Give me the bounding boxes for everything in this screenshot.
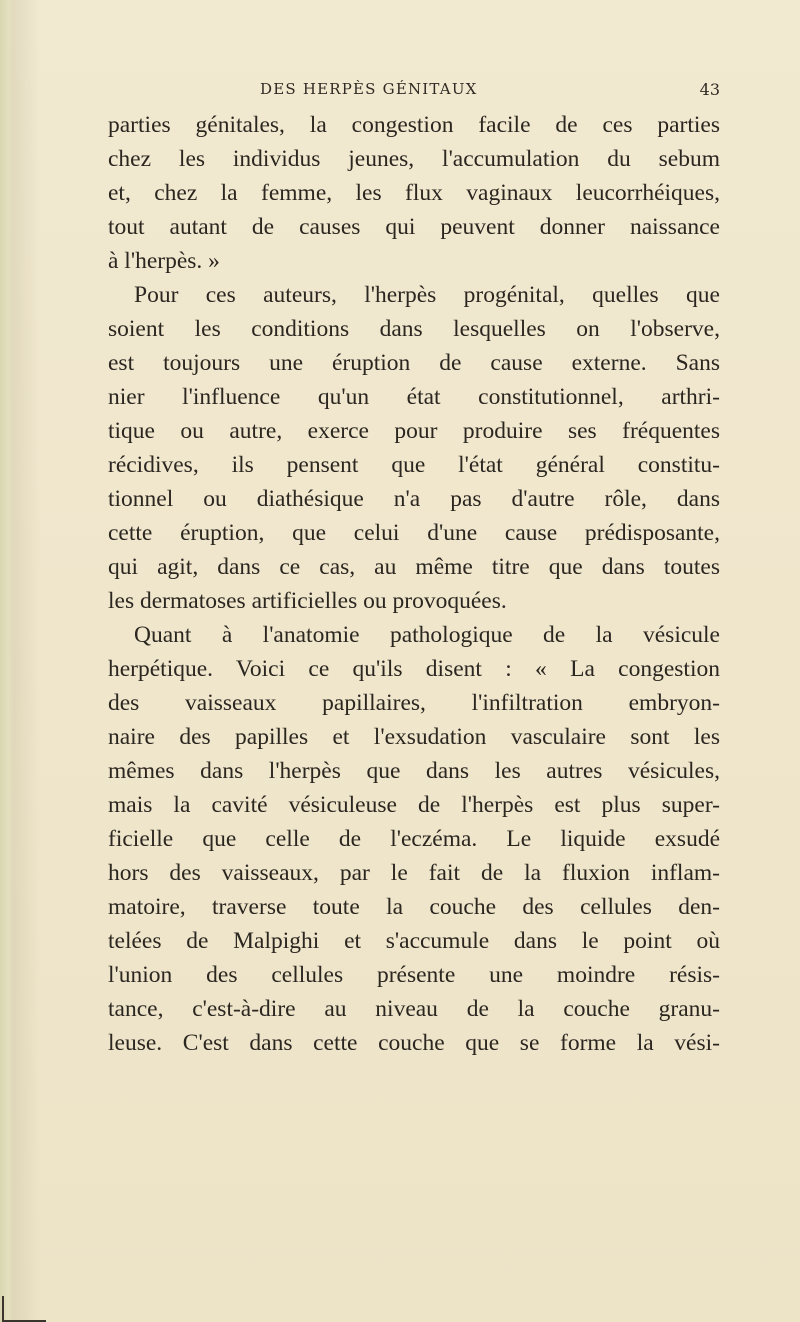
text-line: herpétique. Voici ce qu'ils disent : « La congestion [108, 656, 720, 682]
text-line: nier l'influence qu'un état constitutionnel, arthri- [108, 384, 720, 410]
text-line: Quant à l'anatomie pathologique de la vésicule [134, 622, 720, 648]
text-line: à l'herpès. » [108, 248, 220, 274]
text-line: leuse. C'est dans cette couche que se forme la vési- [108, 1030, 720, 1056]
running-head [260, 80, 720, 106]
text-line: tique ou autre, exerce pour produire ses fréquentes [108, 418, 720, 444]
text-line: parties génitales, la congestion facile de ces parties [108, 112, 720, 138]
body-text [108, 108, 720, 1060]
text-line: des vaisseaux papillaires, l'infiltration embryon- [108, 690, 720, 716]
text-line: ficielle que celle de l'eczéma. Le liquide exsudé [108, 826, 720, 852]
text-line: et, chez la femme, les flux vaginaux leucorrhéiques, [108, 180, 720, 206]
page-number: 43 [699, 80, 720, 99]
text-line: cette éruption, que celui d'une cause prédisposante, [108, 520, 720, 546]
page-gutter-shadow [0, 0, 14, 1322]
text-line: mêmes dans l'herpès que dans les autres vésicules, [108, 758, 720, 784]
text-line: qui agit, dans ce cas, au même titre que dans toutes [108, 554, 720, 580]
text-line: soient les conditions dans lesquelles on l'observe, [108, 316, 720, 342]
running-title: DES HERPÈS GÉNITAUX [260, 80, 478, 98]
text-line: l'union des cellules présente une moindre résis- [108, 962, 720, 988]
text-line: naire des papilles et l'exsudation vasculaire sont les [108, 724, 720, 750]
text-line: est toujours une éruption de cause externe. Sans [108, 350, 720, 376]
text-line: hors des vaisseaux, par le fait de la fluxion inflam- [108, 860, 720, 886]
text-line: récidives, ils pensent que l'état général constitu- [108, 452, 720, 478]
text-line: tout autant de causes qui peuvent donner naissance [108, 214, 720, 240]
text-line: tionnel ou diathésique n'a pas d'autre rôle, dans [108, 486, 720, 512]
text-line: tance, c'est-à-dire au niveau de la couche granu- [108, 996, 720, 1022]
text-line: telées de Malpighi et s'accumule dans le point où [108, 928, 720, 954]
text-line: matoire, traverse toute la couche des cellules den- [108, 894, 720, 920]
text-line: chez les individus jeunes, l'accumulation du sebum [108, 146, 720, 172]
text-line: les dermatoses artificielles ou provoquées. [108, 588, 507, 614]
text-line: Pour ces auteurs, l'herpès progénital, quelles que [134, 282, 720, 308]
text-line: mais la cavité vésiculeuse de l'herpès est plus super- [108, 792, 720, 818]
corner-mark [2, 1296, 46, 1322]
